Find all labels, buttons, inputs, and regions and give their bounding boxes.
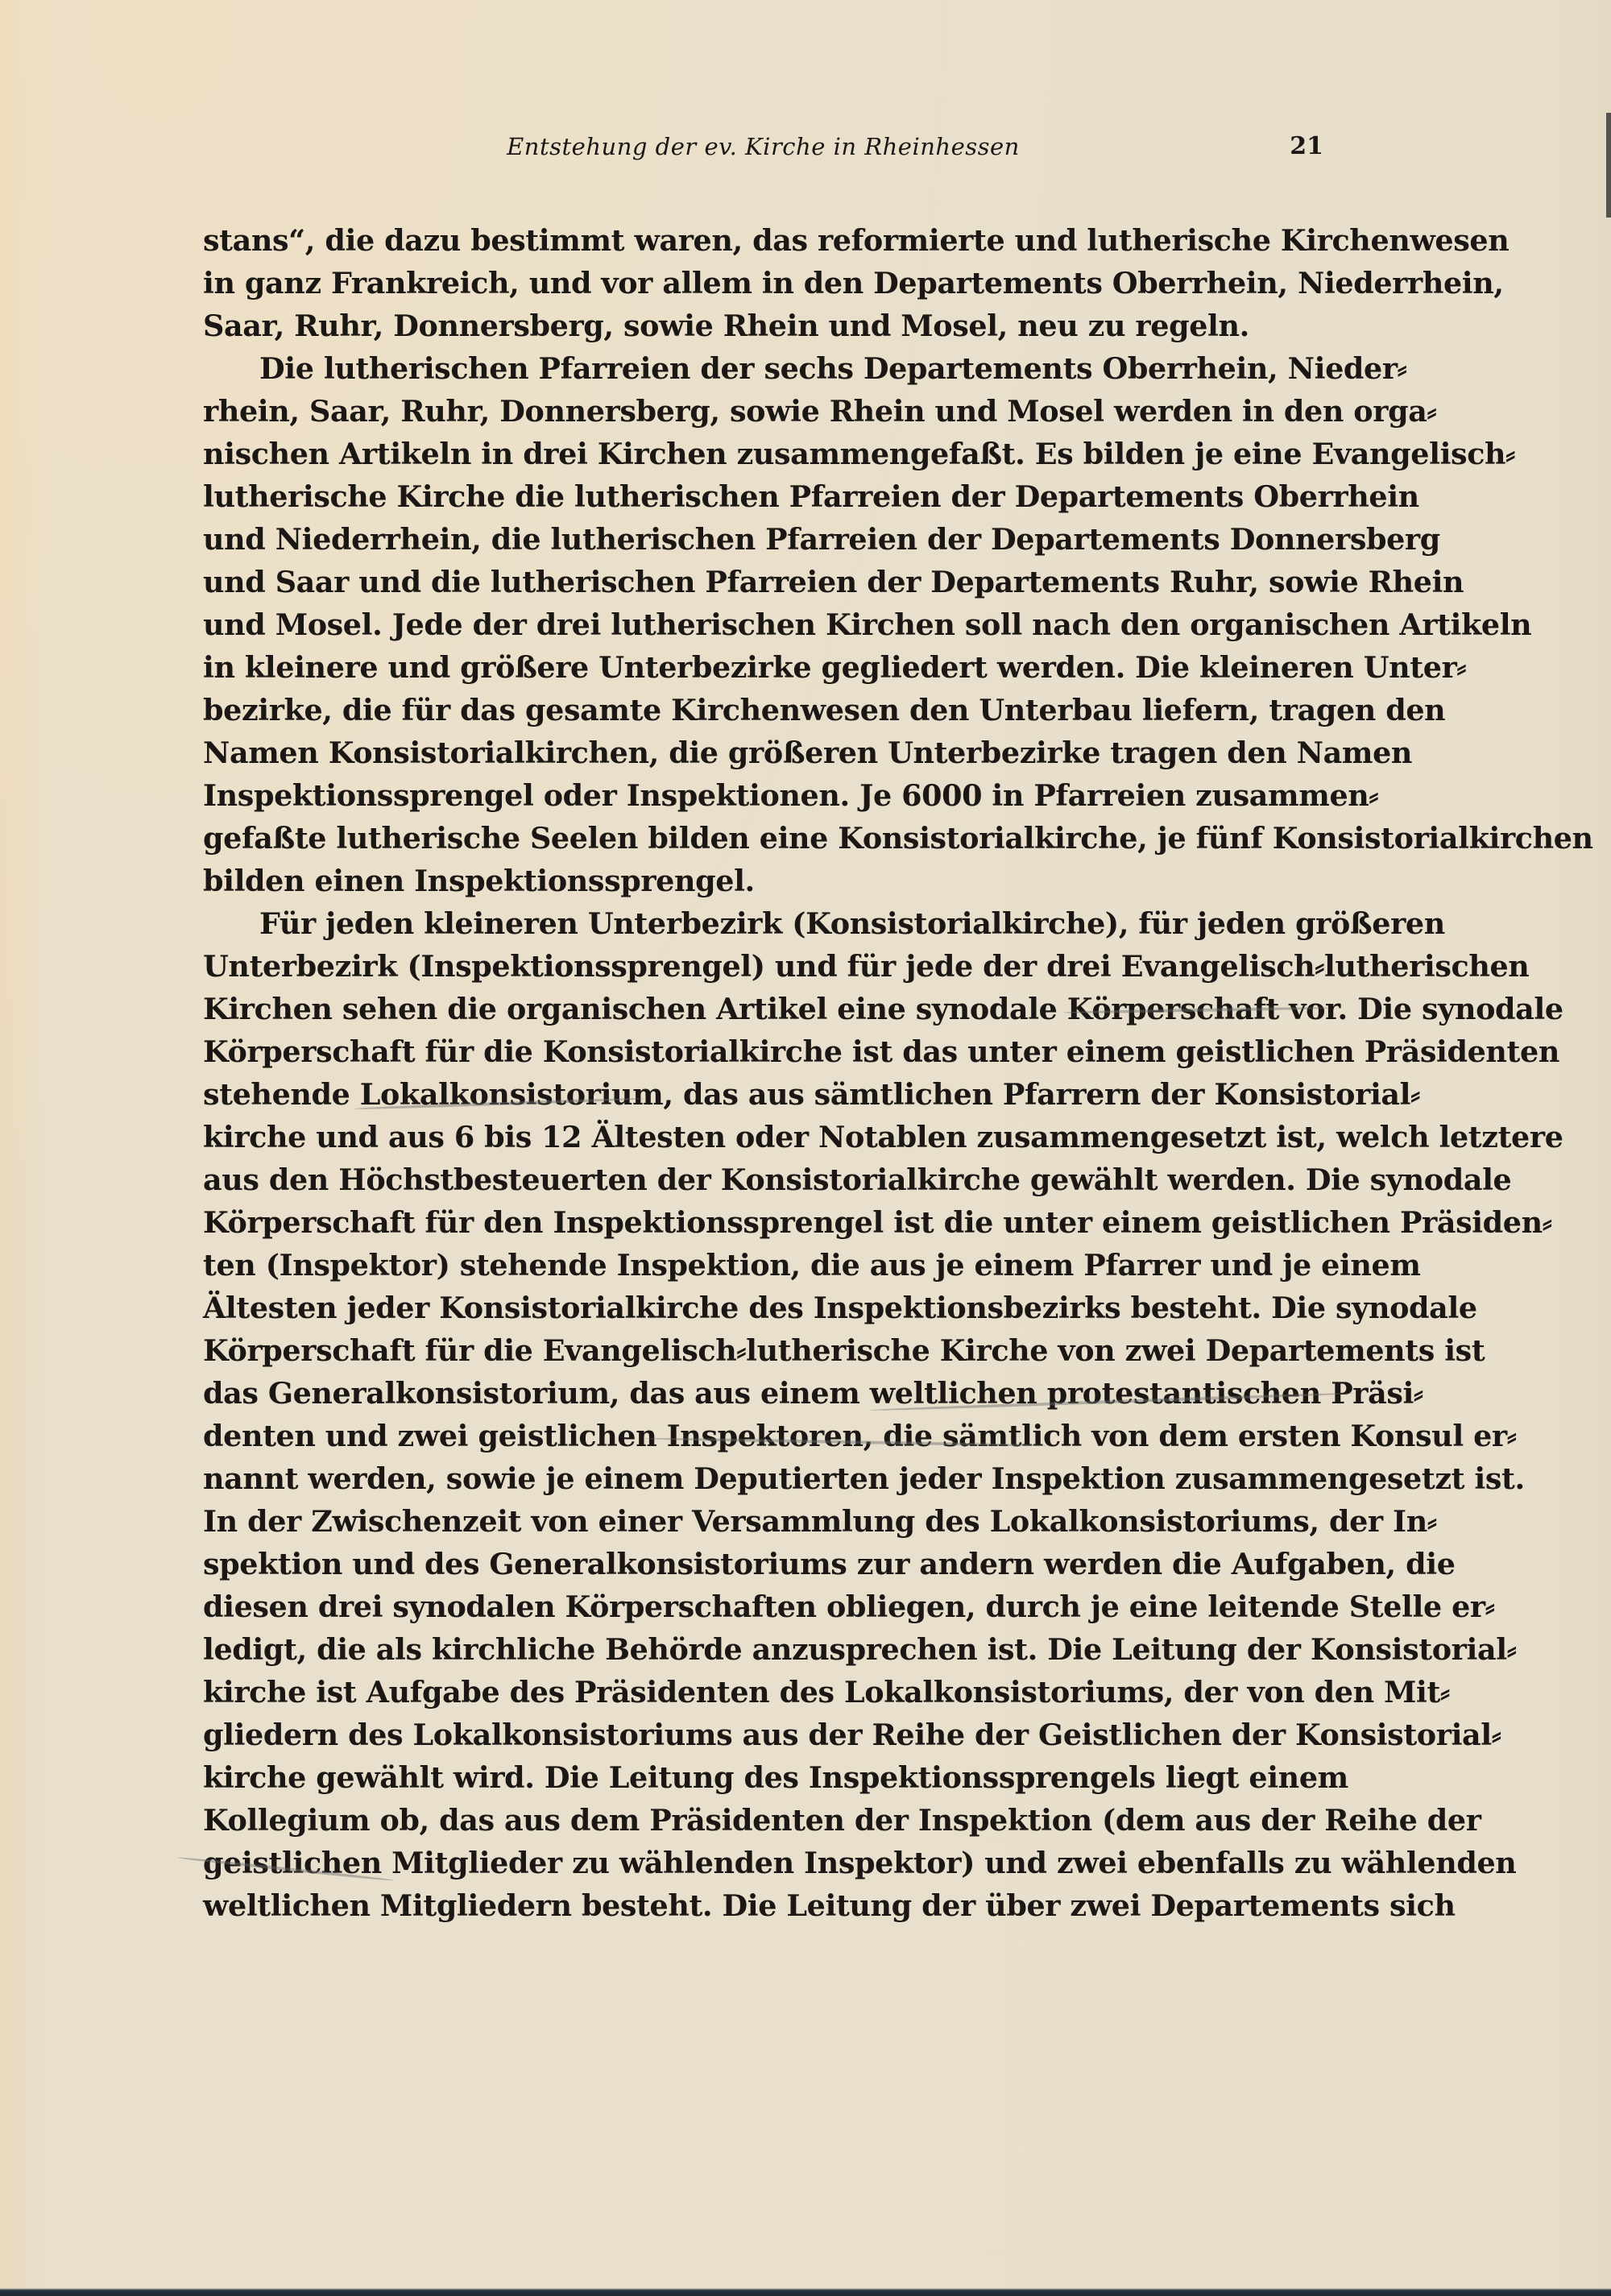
- text-line: Kollegium ob, das aus dem Präsidenten der Inspektion (dem aus der Reihe der: [203, 1803, 1481, 1838]
- page-bottom-edge: [0, 2288, 1611, 2296]
- text-line: rhein, Saar, Ruhr, Donnersberg, sowie Rhein und Mosel werden in den orga⸗: [203, 394, 1437, 429]
- text-line: Ältesten jeder Konsistorialkirche des Inspektionsbezirks besteht. Die synodale: [203, 1291, 1477, 1325]
- text-line: und Niederrhein, die lutherischen Pfarreien der Departements Donnersberg: [203, 522, 1440, 557]
- text-line: weltlichen Mitgliedern besteht. Die Leitung der über zwei Departements sich: [203, 1888, 1456, 1923]
- text-line: und Mosel. Jede der drei lutherischen Kirchen soll nach den organischen Artikeln: [203, 607, 1532, 642]
- text-line: diesen drei synodalen Körperschaften obliegen, durch je eine leitende Stelle er⸗: [203, 1589, 1495, 1624]
- text-line: Körperschaft für den Inspektionssprengel ist die unter einem geistlichen Präsiden⸗: [203, 1205, 1552, 1240]
- body-text: [203, 219, 1593, 1927]
- text-line: denten und zwei geistlichen Inspektoren, die sämtlich von dem ersten Konsul er⸗: [203, 1419, 1517, 1453]
- text-line: in ganz Frankreich, und vor allem in den Departements Oberrhein, Niederrhein,: [203, 266, 1504, 300]
- text-line: kirche ist Aufgabe des Präsidenten des Lokalkonsistoriums, der von den Mit⸗: [203, 1675, 1450, 1710]
- text-line: bezirke, die für das gesamte Kirchenwesen den Unterbau liefern, tragen den: [203, 693, 1446, 727]
- text-line: aus den Höchstbesteuerten der Konsistorialkirche gewählt werden. Die synodale: [203, 1163, 1512, 1197]
- page-number: 21: [1290, 132, 1323, 160]
- text-line: Unterbezirk (Inspektionssprengel) und für jede der drei Evangelisch⸗lutherischen: [203, 949, 1530, 984]
- text-line: und Saar und die lutherischen Pfarreien der Departements Ruhr, sowie Rhein: [203, 565, 1464, 599]
- text-line: nischen Artikeln in drei Kirchen zusammengefaßt. Es bilden je eine Evangelisch⸗: [203, 437, 1515, 471]
- text-line: in kleinere und größere Unterbezirke gegliedert werden. Die kleineren Unter⸗: [203, 650, 1467, 685]
- text-line: ledigt, die als kirchliche Behörde anzusprechen ist. Die Leitung der Konsistorial⸗: [203, 1632, 1517, 1667]
- running-head: [203, 129, 1323, 164]
- text-line: spektion und des Generalkonsistoriums zur andern werden die Aufgaben, die: [203, 1547, 1456, 1581]
- text-line: Inspektionssprengel oder Inspektionen. Je 6000 in Pfarreien zusammen⸗: [203, 778, 1379, 813]
- text-line: gefaßte lutherische Seelen bilden eine Konsistorialkirche, je fünf Konsistorialkirchen: [203, 821, 1593, 856]
- text-line: Körperschaft für die Konsistorialkirche ist das unter einem geistlichen Präsidenten: [203, 1034, 1559, 1069]
- text-line: gliedern des Lokalkonsistoriums aus der Reihe der Geistlichen der Konsistorial⸗: [203, 1718, 1501, 1752]
- text-line: Die lutherischen Pfarreien der sechs Departements Oberrhein, Nieder⸗: [259, 351, 1407, 386]
- text-line: Für jeden kleineren Unterbezirk (Konsistorialkirche), für jeden größeren: [259, 906, 1445, 941]
- text-line: Namen Konsistorialkirchen, die größeren Unterbezirke tragen den Namen: [203, 736, 1413, 770]
- text-line: ten (Inspektor) stehende Inspektion, die aus je einem Pfarrer und je einem: [203, 1248, 1421, 1283]
- text-line: stans“, die dazu bestimmt waren, das reformierte und lutherische Kirchenwesen: [203, 223, 1510, 258]
- text-line: Kirchen sehen die organischen Artikel eine synodale Körperschaft vor. Die synodale: [203, 992, 1563, 1026]
- text-line: lutherische Kirche die lutherischen Pfarreien der Departements Oberrhein: [203, 479, 1419, 514]
- text-line: bilden einen Inspektionssprengel.: [203, 864, 755, 898]
- text-line: Saar, Ruhr, Donnersberg, sowie Rhein und Mosel, neu zu regeln.: [203, 309, 1249, 343]
- text-line: Körperschaft für die Evangelisch⸗lutherische Kirche von zwei Departements ist: [203, 1333, 1485, 1368]
- text-line: nannt werden, sowie je einem Deputierten jeder Inspektion zusammengesetzt ist.: [203, 1461, 1525, 1496]
- page-edge-shadow: [1606, 113, 1611, 218]
- text-line: kirche gewählt wird. Die Leitung des Inspektionssprengels liegt einem: [203, 1760, 1348, 1795]
- text-line: geistlichen Mitglieder zu wählenden Inspektor) und zwei ebenfalls zu wählenden: [203, 1846, 1517, 1880]
- text-line: kirche und aus 6 bis 12 Ältesten oder Notablen zusammengesetzt ist, welch letztere: [203, 1120, 1563, 1154]
- text-line: das Generalkonsistorium, das aus einem weltlichen protestantischen Präsi⸗: [203, 1376, 1423, 1411]
- running-title: Entstehung der ev. Kirche in Rheinhessen: [507, 133, 1020, 160]
- text-line: In der Zwischenzeit von einer Versammlung des Lokalkonsistoriums, der In⸗: [203, 1504, 1437, 1539]
- text-line: stehende Lokalkonsistorium, das aus sämtlichen Pfarrern der Konsistorial⸗: [203, 1077, 1420, 1112]
